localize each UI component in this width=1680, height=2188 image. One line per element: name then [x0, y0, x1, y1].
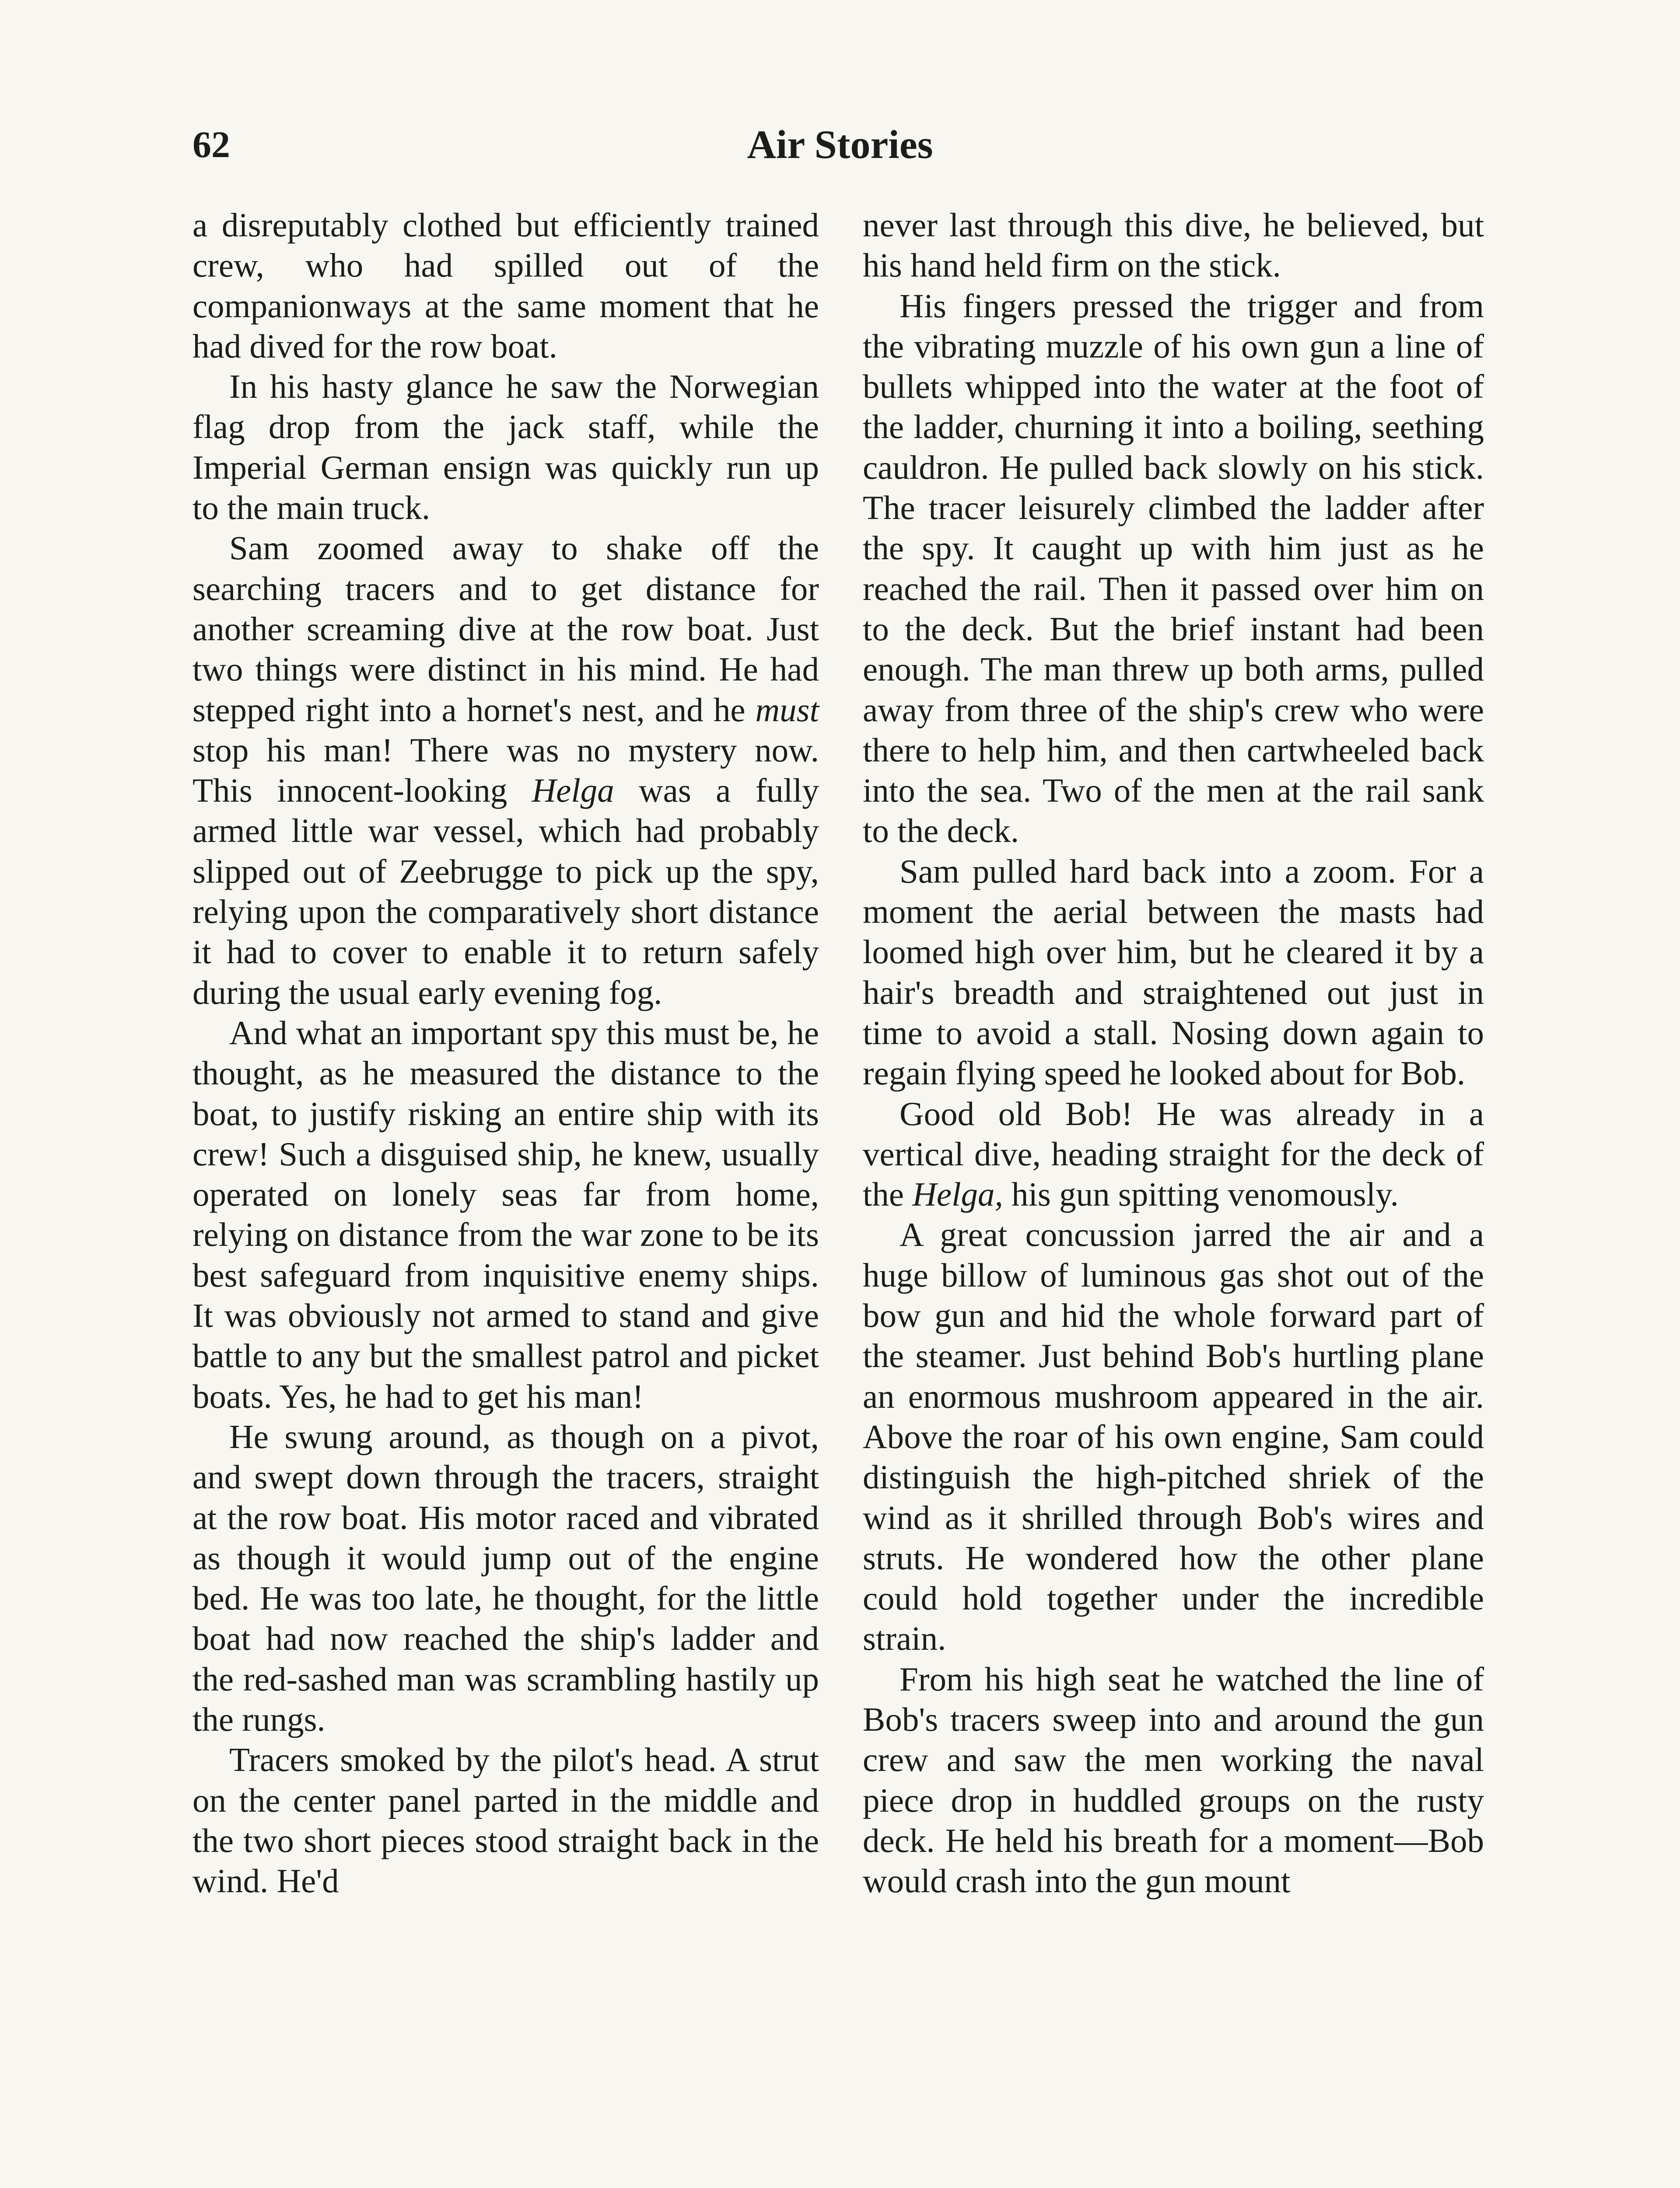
- running-title: Air Stories: [747, 122, 933, 167]
- text-run: stop his man! There was no mystery now. This innocent-looking: [192, 731, 819, 810]
- paragraph: never last through this dive, he believed, but his hand held firm on the stick.: [863, 206, 1484, 284]
- paragraph: In his hasty glance he saw the Norwegian flag drop from the jack staff, while the Imperial German ensign was quickly run up to the main truck.: [192, 368, 819, 527]
- page-header: [0, 118, 1680, 175]
- paragraph: [863, 1094, 1484, 1215]
- text-run: his gun spitting venomously.: [1003, 1175, 1399, 1213]
- paragraph: [192, 528, 819, 1013]
- paragraph: A great concussion jarred the air and a huge billow of luminous gas shot out of the bow gun and hid the whole forward part of the steamer. Just behind Bob's hurtling plane an enormous mushroom appeared in the air. Above the roar of his own engine, Sam could distinguish the high-pitched shriek of the wind as it shrilled through Bob's wires and struts. He wondered how the other plane could hold together under the incredible strain.: [863, 1216, 1484, 1658]
- paragraph: And what an important spy this must be, he thought, as he measured the distance to the boat, to justify risking an entire ship with its crew! Such a disguised ship, he knew, usually operated on lonely seas far from home, relying on distance from the war zone to be its best safeguard from inquisitive enemy ships. It was obviously not armed to stand and give battle to any but the smallest patrol and picket boats. Yes, he had to get his man!: [192, 1013, 819, 1415]
- emphasis-text: must: [755, 691, 819, 729]
- paragraph: Sam pulled hard back into a zoom. For a moment the aerial between the masts had loomed high over him, but he cleared it by a hair's breadth and straightened out just in time to avoid a stall. Nosing down again to regain flying speed he looked about for Bob.: [863, 852, 1484, 1092]
- right-text-column: [863, 205, 1484, 1901]
- ship-name: Helga: [532, 771, 614, 810]
- ship-name: Helga,: [912, 1175, 1003, 1213]
- paragraph: His fingers pressed the trigger and from the vibrating muzzle of his own gun a line of bullets whipped into the water at the foot of the ladder, churning it into a boiling, seething cauldron. He pulled back slowly on his stick. The tracer leisurely climbed the ladder after the spy. It caught up with him just as he reached the rail. Then it passed over him on to the deck. But the brief instant had been enough. The man threw up both arms, pulled away from three of the ship's crew who were there to help him, and then cartwheeled back into the sea. Two of the men at the rail sank to the deck.: [863, 287, 1484, 850]
- paragraph: a disreputably clothed but efficiently trained crew, who had spilled out of the companionways at the same moment that he had dived for the row boat.: [192, 206, 819, 365]
- paragraph: From his high seat he watched the line of Bob's tracers sweep into and around the gun crew and saw the men working the naval piece drop in huddled groups on the rusty deck. He held his breath for a moment—Bob would crash into the gun mount: [863, 1660, 1484, 1900]
- text-run: Sam zoomed away to shake off the searching tracers and to get distance for another screaming dive at the row boat. Just two things were distinct in his mind. He had stepped right into a hornet's nest, and he: [192, 529, 819, 729]
- paragraph: He swung around, as though on a pivot, and swept down through the tracers, straight at the row boat. His motor raced and vibrated as though it would jump out of the engine bed. He was too late, he thought, for the little boat had now reached the ship's ladder and the red-sashed man was scrambling hastily up the rungs.: [192, 1417, 819, 1738]
- text-run: was a fully armed little war vessel, which had probably slipped out of Zeebrugge to pick up the spy, relying upon the comparatively short distance it had to cover to enable it to return safely during the usual early evening fog.: [192, 771, 819, 1011]
- page-number: 62: [192, 123, 230, 165]
- text-run: Good old Bob! He was already in a vertical dive, heading straight for the deck of the: [863, 1094, 1484, 1213]
- paragraph: Tracers smoked by the pilot's head. A strut on the center panel parted in the middle and the two short pieces stood straight back in the wind. He'd: [192, 1741, 819, 1900]
- left-text-column: [192, 205, 819, 1901]
